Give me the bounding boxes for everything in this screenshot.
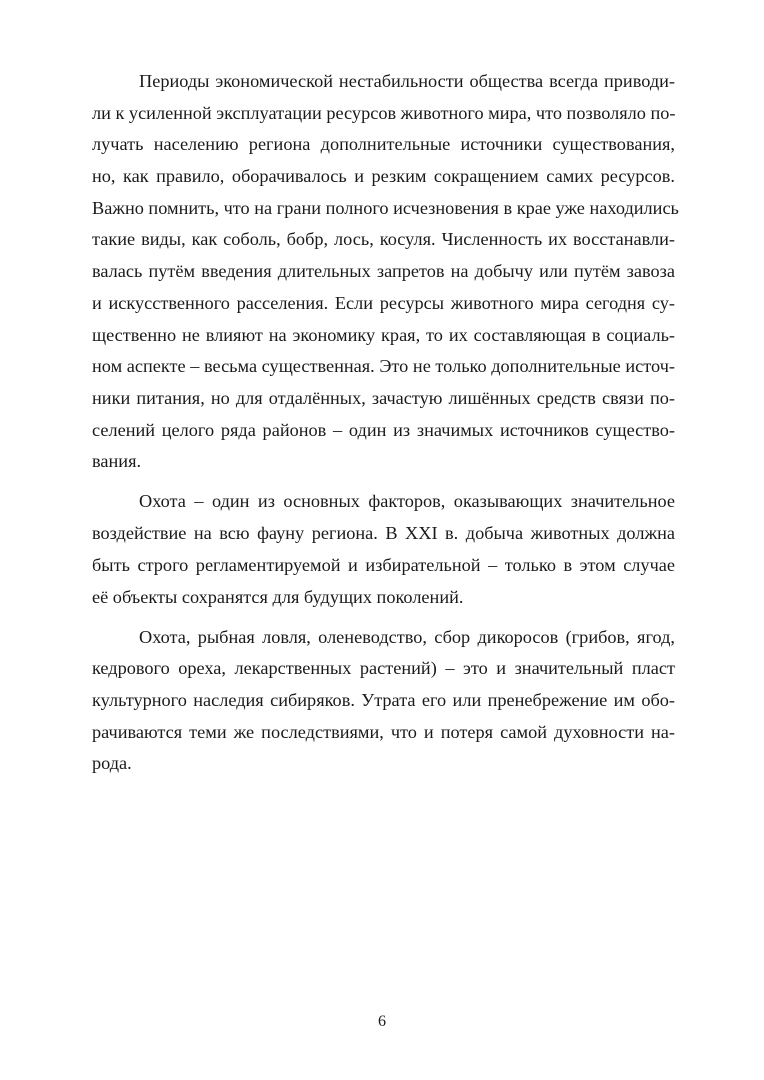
paragraph-3 [92,622,675,780]
text-line: рода. [92,753,132,774]
paragraph-gap [92,613,675,622]
text-line: Важно помнить, что на грани полного исчезновения в крае уже находились [92,197,679,218]
text-line: воздействие на всю фауну региона. В XXI в. добыча животных должна [92,523,675,544]
text-line: культурного наследия сибиряков. Утрата его или пренебрежение им обо- [92,690,675,711]
text-line: Охота – один из основных факторов, оказывающих значительное [139,491,675,512]
text-line: кедрового ореха, лекарственных растений) – это и значительный пласт [92,658,675,679]
text-line: но, как правило, оборачивалось и резким сокращением самих ресурсов. [92,166,675,187]
text-line: щественно не влияют на экономику края, то их составляющая в социаль- [92,324,675,345]
text-line: и искусственного расселения. Если ресурсы животного мира сегодня су- [92,292,675,313]
page-number: 6 [378,1013,386,1030]
text-line: Охота, рыбная ловля, оленеводство, сбор дикоросов (грибов, ягод, [139,626,675,647]
text-line: Периоды экономической нестабильности общества всегда приводи- [139,71,675,91]
paragraph-1 [92,66,679,478]
text-line: рачиваются теми же последствиями, что и потеря самой духовности на- [92,721,675,742]
text-line: валась путём введения длительных запретов на добычу или путём завоза [92,261,675,282]
text-line: её объекты сохранятся для будущих поколений. [92,586,464,607]
text-body [92,66,679,780]
paragraph-2 [92,486,675,613]
text-line: вания. [92,451,142,472]
text-line: ном аспекте – весьма существенная. Это не только дополнительные источ- [92,356,675,377]
text-line: селений целого ряда районов – один из значимых источников существо- [92,419,675,440]
text-line: ники питания, но для отдалённых, зачастую лишённых средств связи по- [92,387,675,408]
text-line: такие виды, как соболь, бобр, лось, косуля. Численность их восстанавли- [92,229,675,250]
paragraph-gap [92,478,675,487]
text-line: ли к усиленной эксплуатации ресурсов животного мира, что позволяло по- [92,102,676,123]
text-line: лучать населению региона дополнительные источники существования, [92,134,675,155]
text-line: быть строго регламентируемой и избирательной – только в этом случае [92,554,675,575]
